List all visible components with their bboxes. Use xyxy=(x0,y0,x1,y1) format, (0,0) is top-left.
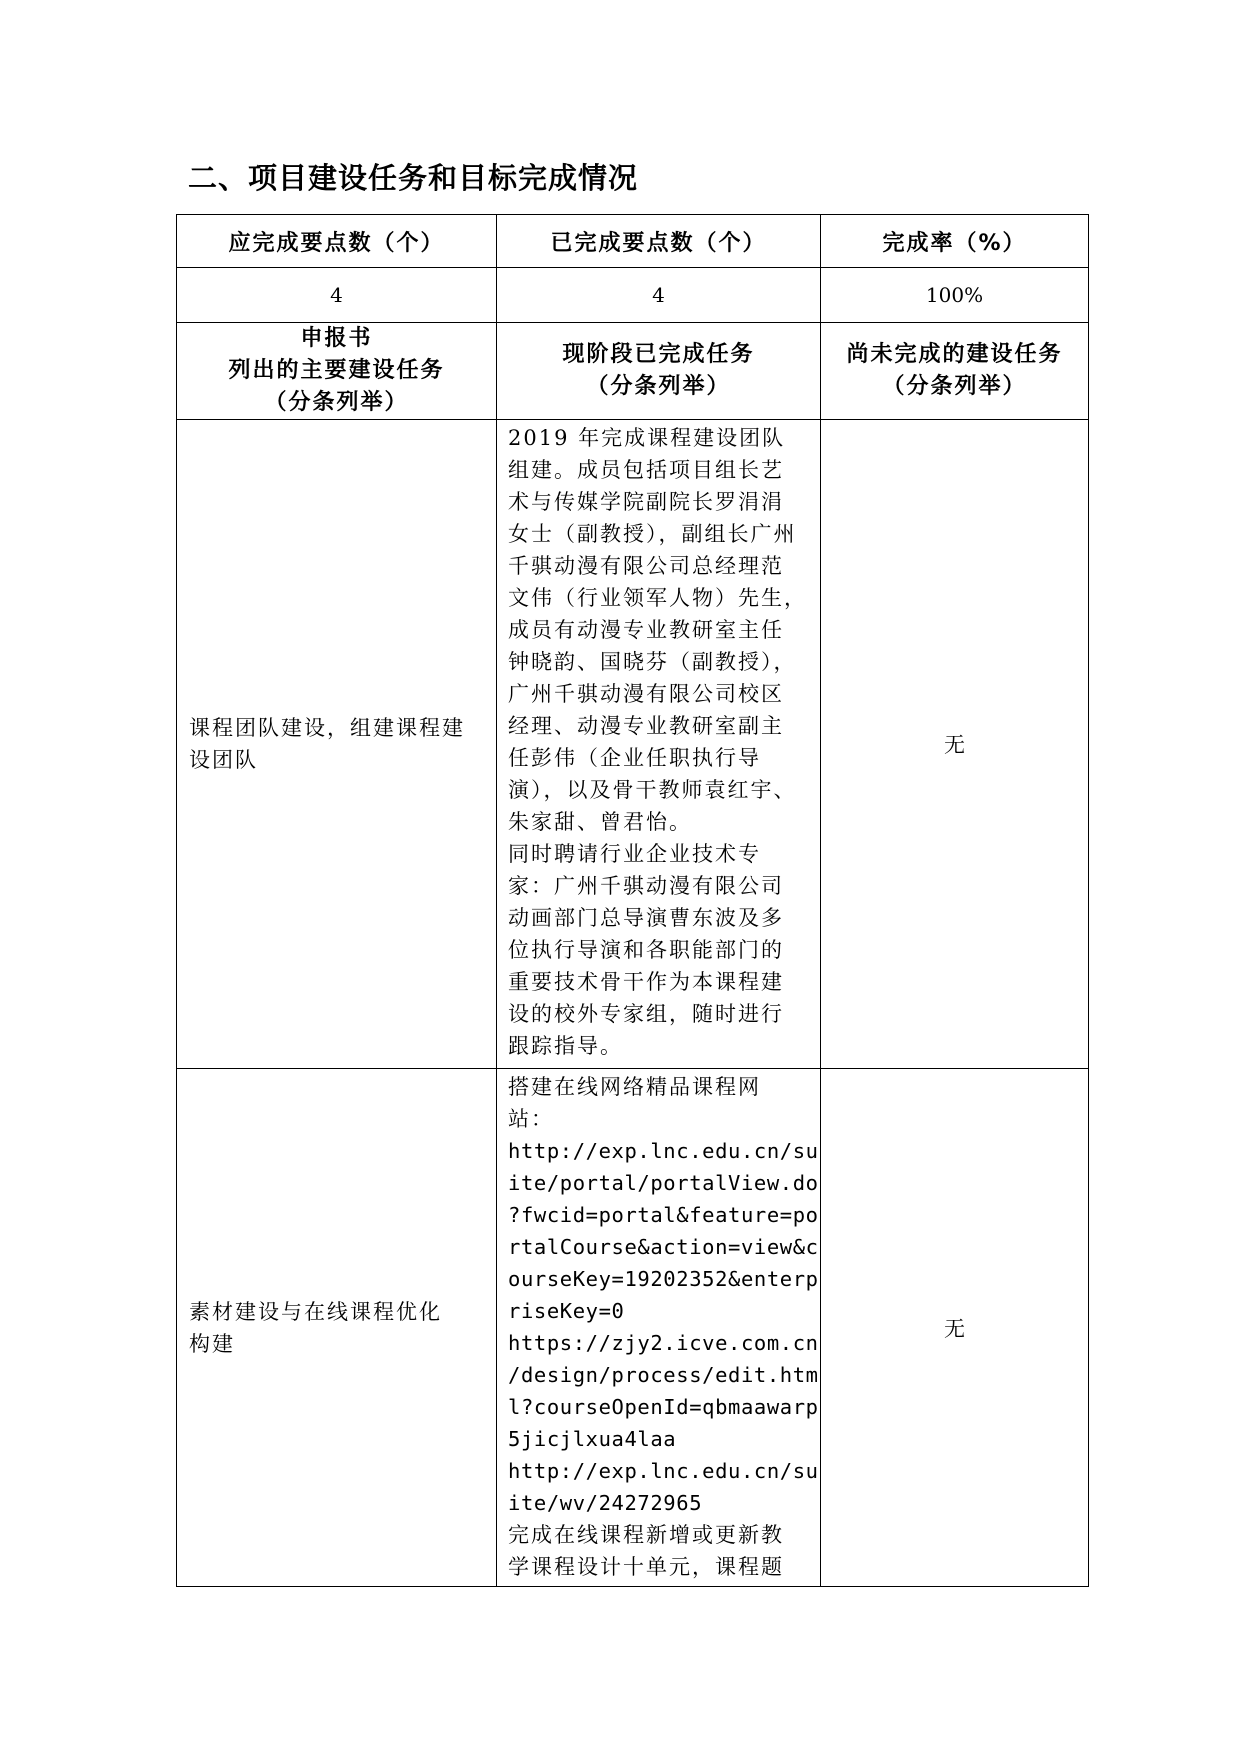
summary-header-row xyxy=(177,215,1089,268)
done-line: 学课程设计十单元，课程题 xyxy=(508,1555,784,1579)
course-url-line: /design/process/edit.htm xyxy=(508,1363,819,1387)
done-line: 组建。成员包括项目组长艺 xyxy=(508,458,784,482)
value-required-points: 4 xyxy=(177,268,497,323)
header-completed-tasks xyxy=(497,323,821,420)
value-completion-rate: 100% xyxy=(821,268,1089,323)
done-line: 重要技术骨干作为本课程建 xyxy=(508,970,784,994)
done-line: 文伟（行业领军人物）先生， xyxy=(508,586,807,610)
done-line: 搭建在线网络精品课程网 xyxy=(508,1075,761,1099)
task-line: 构建 xyxy=(189,1331,235,1356)
task-line: 素材建设与在线课程优化 xyxy=(189,1299,442,1324)
completed-task-cell xyxy=(497,420,821,1069)
task-header-row xyxy=(177,323,1089,420)
done-line: 跟踪指导。 xyxy=(508,1034,623,1058)
header-pending-line: （分条列举） xyxy=(882,374,1027,399)
course-url-line: l?courseOpenId=qbmaawarp xyxy=(508,1395,819,1419)
done-line: 任彭伟（企业任职执行导 xyxy=(508,746,761,770)
done-line: 成员有动漫专业教研室主任 xyxy=(508,618,784,642)
planned-task-cell xyxy=(177,1069,497,1587)
course-url-line: 5jicjlxua4laa xyxy=(508,1427,677,1451)
course-url-line: http://exp.lnc.edu.cn/su xyxy=(508,1459,819,1483)
header-completion-rate: 完成率（%） xyxy=(821,215,1089,268)
header-completed-points: 已完成要点数（个） xyxy=(497,215,821,268)
done-line: 演），以及骨干教师袁红宇、 xyxy=(508,778,797,802)
done-line: 位执行导演和各职能部门的 xyxy=(508,938,784,962)
completion-table xyxy=(176,214,1089,1587)
course-url-line: ite/portal/portalView.do xyxy=(508,1171,819,1195)
done-line: 家：广州千骐动漫有限公司 xyxy=(508,874,784,898)
table-row xyxy=(177,420,1089,1069)
header-planned-line: 列出的主要建设任务 xyxy=(228,358,445,383)
header-planned-line: 申报书 xyxy=(300,326,373,351)
header-pending-line: 尚未完成的建设任务 xyxy=(846,342,1063,367)
done-line: 动画部门总导演曹东波及多 xyxy=(508,906,784,930)
done-line: 朱家甜、曾君怡。 xyxy=(508,810,692,834)
course-url-line: ourseKey=19202352&enterp xyxy=(508,1267,819,1291)
pending-task-cell: 无 xyxy=(821,420,1089,1069)
course-url-line: https://zjy2.icve.com.cn xyxy=(508,1331,819,1355)
header-planned-line: （分条列举） xyxy=(264,390,409,415)
header-pending-tasks xyxy=(821,323,1089,420)
planned-task-cell xyxy=(177,420,497,1069)
done-line: 术与传媒学院副院长罗涓涓 xyxy=(508,490,784,514)
task-line: 课程团队建设，组建课程建 xyxy=(189,716,465,740)
value-completed-points: 4 xyxy=(497,268,821,323)
table-row xyxy=(177,1069,1089,1587)
done-line: 2019 年完成课程建设团队 xyxy=(508,426,786,450)
course-url-line: http://exp.lnc.edu.cn/su xyxy=(508,1139,819,1163)
done-line: 广州千骐动漫有限公司校区 xyxy=(508,682,784,706)
done-line: 经理、动漫专业教研室副主 xyxy=(508,714,784,738)
done-line: 女士（副教授），副组长广州 xyxy=(508,522,797,546)
course-url-line: ?fwcid=portal&feature=po xyxy=(508,1203,819,1227)
course-url-line: ite/wv/24272965 xyxy=(508,1491,703,1515)
pending-task-cell: 无 xyxy=(821,1069,1089,1587)
task-line: 设团队 xyxy=(189,748,258,772)
done-line: 千骐动漫有限公司总经理范 xyxy=(508,554,784,578)
page-title: 二、项目建设任务和目标完成情况 xyxy=(188,161,639,195)
header-required-points: 应完成要点数（个） xyxy=(177,215,497,268)
done-line: 钟晓韵、国晓芬（副教授）， xyxy=(508,650,797,674)
header-completed-line: 现阶段已完成任务 xyxy=(562,342,755,367)
done-line: 设的校外专家组，随时进行 xyxy=(508,1002,784,1026)
header-planned-tasks xyxy=(177,323,497,420)
done-line: 同时聘请行业企业技术专 xyxy=(508,842,761,866)
summary-value-row xyxy=(177,268,1089,323)
course-url-line: riseKey=0 xyxy=(508,1299,625,1323)
course-url-line: rtalCourse&action=view&c xyxy=(508,1235,819,1259)
header-completed-line: （分条列举） xyxy=(586,374,731,399)
done-line: 站： xyxy=(508,1107,554,1131)
done-line: 完成在线课程新增或更新教 xyxy=(508,1523,784,1547)
completed-task-cell xyxy=(497,1069,821,1587)
